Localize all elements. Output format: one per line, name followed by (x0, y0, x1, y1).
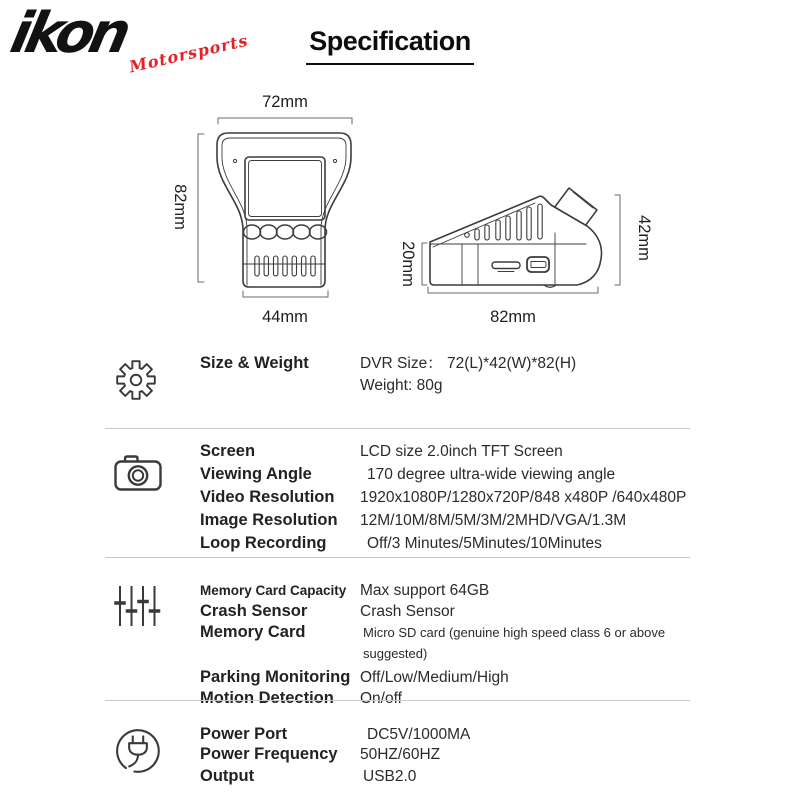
spec-section-screen (105, 440, 690, 555)
front-width-label: 72mm (262, 93, 308, 111)
side-view-drawing (430, 188, 601, 287)
brand-logo (5, 1, 262, 84)
spec-value: USB2.0 (363, 768, 417, 785)
spec-value: LCD size 2.0inch TFT Screen (360, 443, 563, 460)
brand-tagline: Motorsports (127, 30, 251, 77)
front-view-drawing (217, 133, 351, 287)
side-height-right-label: 42mm (635, 215, 653, 261)
side-width-label: 82mm (490, 308, 536, 326)
spec-row (200, 580, 690, 601)
spec-value: Off/3 Minutes/5Minutes/10Minutes (367, 535, 602, 552)
spec-row (200, 664, 690, 688)
spec-row (200, 764, 690, 787)
spec-label: Memory Card Capacity (200, 583, 347, 598)
spec-value: 12M/10M/8M/5M/3M/2MHD/VGA/1.3M (360, 512, 627, 529)
section-divider (105, 557, 690, 558)
spec-label: Image Resolution (200, 511, 338, 529)
spec-label: Parking Monitoring (200, 668, 351, 686)
spec-row (200, 532, 690, 555)
front-bottom-width-label: 44mm (262, 308, 308, 326)
power-plug-icon (113, 726, 163, 776)
spec-label: Viewing Angle (200, 465, 312, 483)
gear-icon (113, 357, 159, 403)
side-height-left-label: 20mm (399, 241, 417, 287)
spec-label: Power Port (200, 725, 288, 743)
spec-section-memory (105, 580, 690, 709)
spec-value: Crash Sensor (360, 603, 455, 620)
spec-label: Loop Recording (200, 534, 327, 552)
spec-value: 50HZ/60HZ (360, 745, 441, 763)
spec-label: Motion Detection (200, 689, 334, 707)
spec-value: DC5V/1000MA (367, 726, 471, 743)
spec-row (200, 601, 690, 622)
spec-row (200, 375, 690, 397)
spec-row (200, 440, 690, 463)
brand-name: ikon (5, 1, 132, 66)
page-title: Specification (306, 26, 474, 65)
spec-value: Max support 64GB (360, 582, 490, 599)
spec-label: Memory Card (200, 623, 306, 641)
spec-value: Micro SD card (genuine high speed class 6 or above suggested) (363, 625, 666, 661)
spec-label: Size & Weight (200, 354, 309, 372)
spec-value: 170 degree ultra-wide viewing angle (367, 466, 616, 483)
spec-row (200, 745, 690, 765)
spec-row (200, 352, 690, 375)
spec-value: Off/Low/Medium/High (360, 669, 509, 686)
sliders-icon (113, 582, 161, 630)
spec-section-power (105, 725, 690, 787)
spec-row (200, 509, 690, 532)
section-divider (105, 700, 690, 701)
device-dimension-diagram (150, 85, 670, 345)
spec-value: DVR Size： 72(L)*42(W)*82(H) (360, 355, 577, 372)
spec-section-size-weight (105, 352, 690, 403)
spec-label: Output (200, 767, 255, 785)
spec-row (200, 725, 690, 745)
camera-icon (113, 452, 163, 494)
front-height-label: 82mm (171, 184, 189, 230)
spec-label: Crash Sensor (200, 602, 308, 620)
spec-row (200, 622, 690, 664)
spec-row (200, 486, 690, 509)
spec-value: Weight: 80g (360, 377, 443, 394)
spec-value: On/off (360, 690, 402, 707)
spec-row (200, 463, 690, 486)
spec-label: Video Resolution (200, 488, 335, 506)
spec-label: Screen (200, 442, 256, 460)
spec-label: Power Frequency (200, 744, 338, 763)
spec-row (200, 688, 690, 709)
section-divider (105, 428, 690, 429)
spec-value: 1920x1080P/1280x720P/848 x480P /640x480P (360, 489, 687, 506)
